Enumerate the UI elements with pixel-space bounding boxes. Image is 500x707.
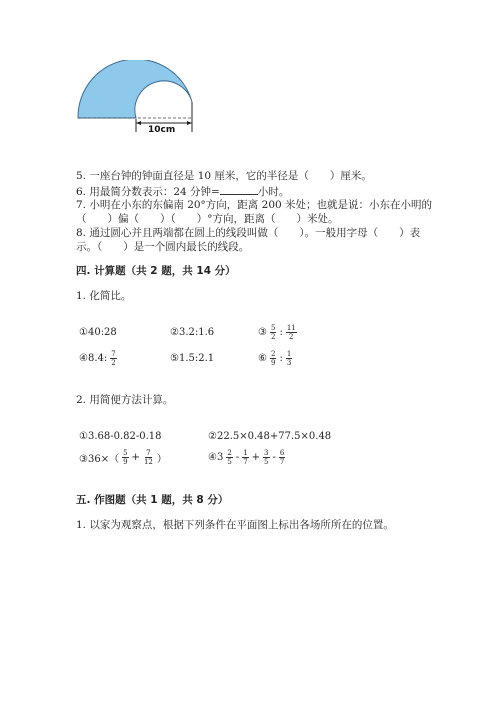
fraction xyxy=(270,324,276,341)
fraction xyxy=(270,350,276,367)
ratio-item-4-text: ④8.4: xyxy=(79,352,108,364)
calc-item-3-suffix: ） xyxy=(156,453,167,465)
ratio-separator: : xyxy=(279,352,283,364)
denominator: 5 xyxy=(264,457,269,466)
answer-blank[interactable] xyxy=(220,184,258,195)
section-5-title: 五. 作图题（共 1 题，共 8 分） xyxy=(76,494,229,506)
section-4-problem-1-label: 1. 化简比。 xyxy=(76,290,132,302)
fraction xyxy=(279,449,285,466)
denominator: 2 xyxy=(111,358,116,367)
question-6 xyxy=(76,184,289,199)
numerator: 5 xyxy=(123,448,128,457)
fraction xyxy=(122,449,128,466)
fraction xyxy=(110,350,116,367)
denominator: 9 xyxy=(270,358,276,367)
ratio-separator: : xyxy=(279,326,283,338)
ratio-item-5-text: ⑤1.5:2.1 xyxy=(170,352,215,364)
section-4-title: 四. 计算题（共 2 题，共 14 分） xyxy=(76,265,236,277)
numerator: 11 xyxy=(286,323,296,332)
shaded-region xyxy=(78,60,192,118)
question-8-line-2: 示。（ ）是一个圆内最长的线段。 xyxy=(76,241,250,253)
ratio-item-4 xyxy=(79,348,118,368)
question-6-prefix: 6. 用最简分数表示：24 分钟= xyxy=(76,186,220,198)
ratio-item-6 xyxy=(258,348,293,368)
denominator: 9 xyxy=(123,457,128,466)
calc-item-4-prefix: ④3 xyxy=(208,451,224,463)
numerator: 2 xyxy=(227,448,232,457)
ratio-item-1 xyxy=(79,325,117,339)
arrow-head-right xyxy=(187,121,192,125)
numerator: 7 xyxy=(146,448,151,457)
calc-item-2-text: ②22.5×0.48+77.5×0.48 xyxy=(208,430,332,442)
arrow-head-left xyxy=(136,121,141,125)
calc-item-3 xyxy=(79,446,167,468)
section-4-problem-2-label: 2. 用简便方法计算。 xyxy=(76,394,174,406)
ratio-item-2 xyxy=(170,325,214,339)
question-6-suffix: 小时。 xyxy=(257,186,290,198)
operator: - xyxy=(272,451,276,463)
denominator: 3 xyxy=(286,358,292,367)
numerator: 3 xyxy=(264,448,269,457)
fraction xyxy=(143,449,154,466)
geometry-figure xyxy=(70,60,200,140)
fraction xyxy=(286,324,297,341)
fraction xyxy=(242,449,248,466)
calc-item-4 xyxy=(208,446,286,468)
section-5-problem-1-label: 1. 以家为观察点，根据下列条件在平面图上标出各场所所在的位置。 xyxy=(76,519,394,531)
ratio-item-2-text: ②3.2:1.6 xyxy=(170,326,215,338)
operator: + xyxy=(251,451,261,463)
ratio-item-6-number: ⑥ xyxy=(258,352,267,364)
fraction xyxy=(286,350,292,367)
numerator: 1 xyxy=(286,349,292,358)
denominator: 7 xyxy=(279,457,285,466)
numerator: 7 xyxy=(111,349,116,358)
denominator: 7 xyxy=(243,457,248,466)
ratio-item-1-text: ①40:28 xyxy=(79,326,117,338)
operator: - xyxy=(235,451,240,463)
fraction xyxy=(226,449,232,466)
denominator: 12 xyxy=(143,457,153,466)
calc-item-3-prefix: ③36×（ xyxy=(79,453,120,465)
denominator: 2 xyxy=(289,332,294,341)
ratio-item-3-number: ③ xyxy=(258,326,267,338)
calc-item-1-text: ①3.68-0.82-0.18 xyxy=(79,430,162,442)
denominator: 2 xyxy=(270,332,276,341)
ratio-item-3 xyxy=(258,322,298,342)
question-5: 5. 一座台钟的钟面直径是 10 厘米，它的半径是（ ）厘米。 xyxy=(76,170,372,182)
calc-item-1 xyxy=(79,429,162,443)
numerator: 1 xyxy=(243,448,248,457)
question-7-line-1: 7. 小明在小东的东偏南 20°方向，距离 200 米处；也就是说：小东在小明的 xyxy=(76,199,433,211)
numerator: 2 xyxy=(270,349,276,358)
question-8-line-1: 8. 通过圆心并且两端都在圆上的线段叫做（ ）。一般用字母（ ）表 xyxy=(76,227,421,239)
numerator: 5 xyxy=(270,323,276,332)
denominator: 5 xyxy=(227,457,232,466)
numerator: 6 xyxy=(279,448,285,457)
fraction xyxy=(263,449,269,466)
dimension-label: 10cm xyxy=(148,125,176,135)
question-7-line-2: （ ）偏（ ）（ ）°方向，距离（ ）米处。 xyxy=(76,213,339,225)
ratio-item-5 xyxy=(170,351,214,365)
operator: + xyxy=(131,451,140,463)
calc-item-2 xyxy=(208,429,331,443)
